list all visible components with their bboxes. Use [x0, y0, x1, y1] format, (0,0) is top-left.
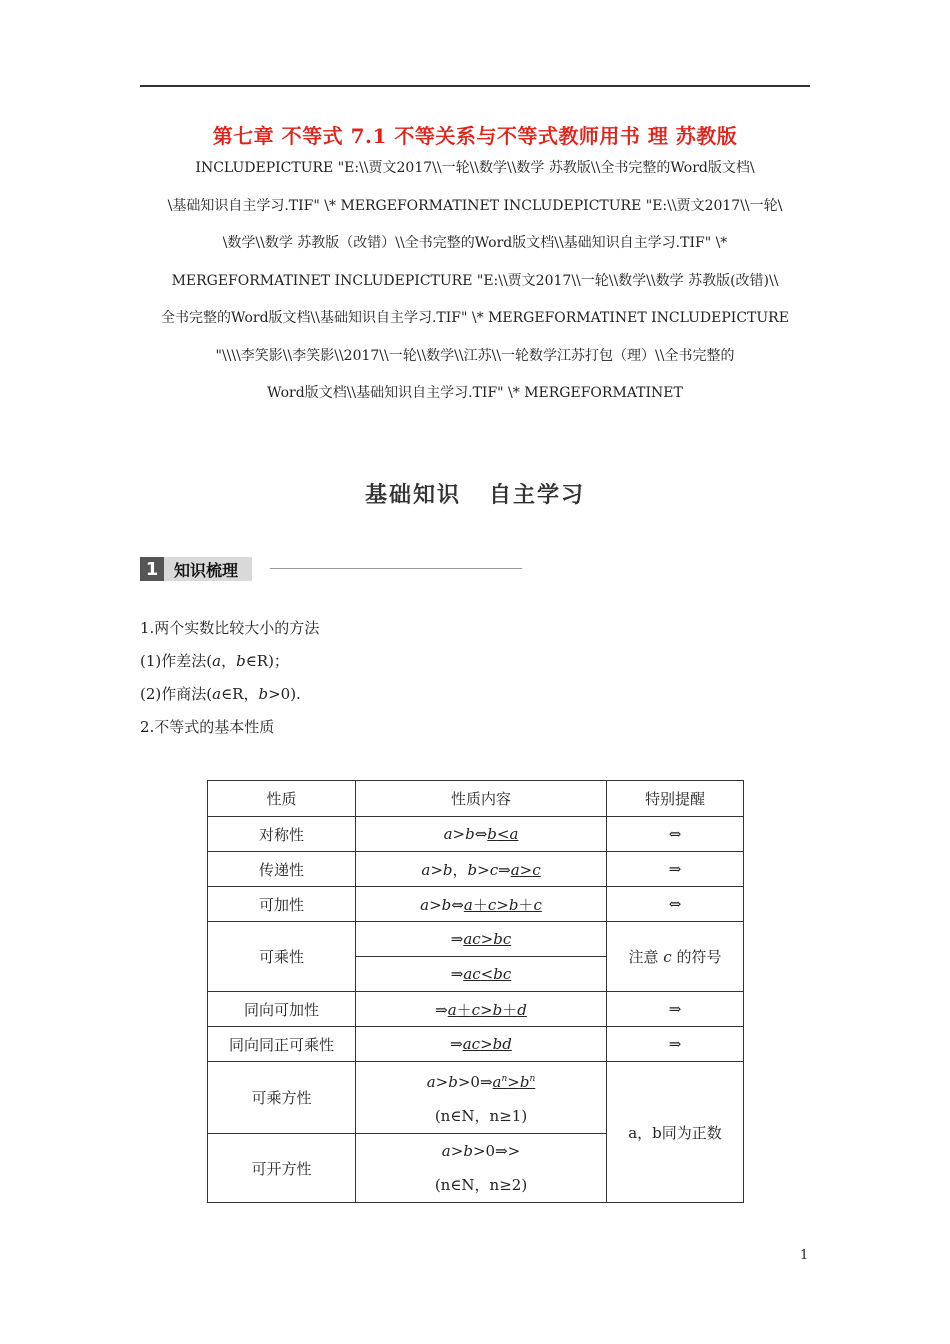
table-row [208, 992, 744, 1027]
properties-table [207, 780, 744, 1203]
row-content: a>b⇔a＋c>b＋c [356, 887, 607, 922]
item-1: 1.两个实数比较大小的方法 [140, 619, 320, 637]
row-content: ⇒ac>bc [356, 922, 607, 957]
row-name: 传递性 [208, 852, 356, 887]
row-content: a>b，b>c⇒a>c [356, 852, 607, 887]
row-condition: (n∈N，n≥1) [434, 1107, 528, 1125]
header-remark: 特别提醒 [607, 781, 744, 817]
row-remark: ⇔ [607, 887, 744, 922]
row-remark: ⇒ [607, 1027, 744, 1062]
row-remark: ⇔ [607, 817, 744, 852]
row-content: ⇒ac<bc [356, 957, 607, 992]
row-name: 同向同正可乘性 [208, 1027, 356, 1062]
row-name: 可乘性 [208, 922, 356, 992]
row-content: a>b>0⇒> (n∈N，n≥2) [356, 1134, 607, 1203]
row-remark: 注意 c 的符号 [607, 922, 744, 992]
header-content: 性质内容 [356, 781, 607, 817]
field-code-line: INCLUDEPICTURE "E:\\贾文2017\\一轮\\数学\\数学 苏教版\\全书完整的Word版文档\ [195, 160, 755, 176]
table-row [208, 922, 744, 957]
page-number: 1 [800, 1248, 809, 1263]
row-content: ⇒ac>bd [356, 1027, 607, 1062]
table-row [208, 817, 744, 852]
row-remark: ⇒ [607, 992, 744, 1027]
item-1-2: (2)作商法(a∈R，b>0). [140, 685, 301, 703]
document-title: 第七章 不等式 7.1 不等关系与不等式教师用书 理 苏教版 [212, 124, 738, 148]
subsection-badge [140, 557, 252, 581]
header-property: 性质 [208, 781, 356, 817]
table-header-row [208, 781, 744, 817]
row-content: a>b⇔b<a [356, 817, 607, 852]
item-1-1: (1)作差法(a，b∈R)； [140, 652, 289, 670]
section-heading-left: 基础知识 [364, 483, 461, 508]
field-code-text [140, 150, 810, 413]
header-rule [140, 85, 810, 87]
field-code-line: Word版文档\\基础知识自主学习.TIF" \* MERGEFORMATINET [267, 385, 683, 401]
row-condition: (n∈N，n≥2) [434, 1176, 528, 1194]
row-remark: a，b同为正数 [607, 1062, 744, 1203]
field-code-line: "\\\\李笑影\\李笑影\\2017\\一轮\\数学\\江苏\\一轮数学江苏打包（理）\\全书完整的 [215, 347, 735, 364]
table-row [208, 1027, 744, 1062]
field-code-line: \数学\\数学 苏教版（改错）\\全书完整的Word版文档\\基础知识自主学习.TIF" \* [222, 235, 728, 251]
table-row [208, 1062, 744, 1134]
field-code-line: MERGEFORMATINET INCLUDEPICTURE "E:\\贾文2017\\一轮\\数学\\数学 苏教版(改错)\\ [171, 272, 779, 289]
field-code-line: 全书完整的Word版文档\\基础知识自主学习.TIF" \* MERGEFORMATINET INCLUDEPICTURE [161, 310, 789, 326]
row-content: ⇒a＋c>b＋d [356, 992, 607, 1027]
row-name: 可开方性 [208, 1134, 356, 1203]
badge-number: 1 [140, 557, 164, 581]
row-content: $a>b>0\Rightarrow a^n>b^n$ (n∈N，n≥1) [356, 1062, 607, 1134]
row-name: 可乘方性 [208, 1062, 356, 1134]
field-code-line: \基础知识自主学习.TIF" \* MERGEFORMATINET INCLUDEPICTURE "E:\\贾文2017\\一轮\ [167, 197, 783, 214]
row-name: 可加性 [208, 887, 356, 922]
row-name: 对称性 [208, 817, 356, 852]
table-row [208, 887, 744, 922]
section-heading [0, 478, 950, 509]
badge-label: 知识梳理 [164, 557, 252, 581]
badge-rule [270, 568, 522, 569]
row-remark: ⇒ [607, 852, 744, 887]
section-heading-right: 自主学习 [489, 483, 586, 508]
item-2: 2.不等式的基本性质 [140, 718, 275, 736]
row-name: 同向可加性 [208, 992, 356, 1027]
table-row [208, 852, 744, 887]
